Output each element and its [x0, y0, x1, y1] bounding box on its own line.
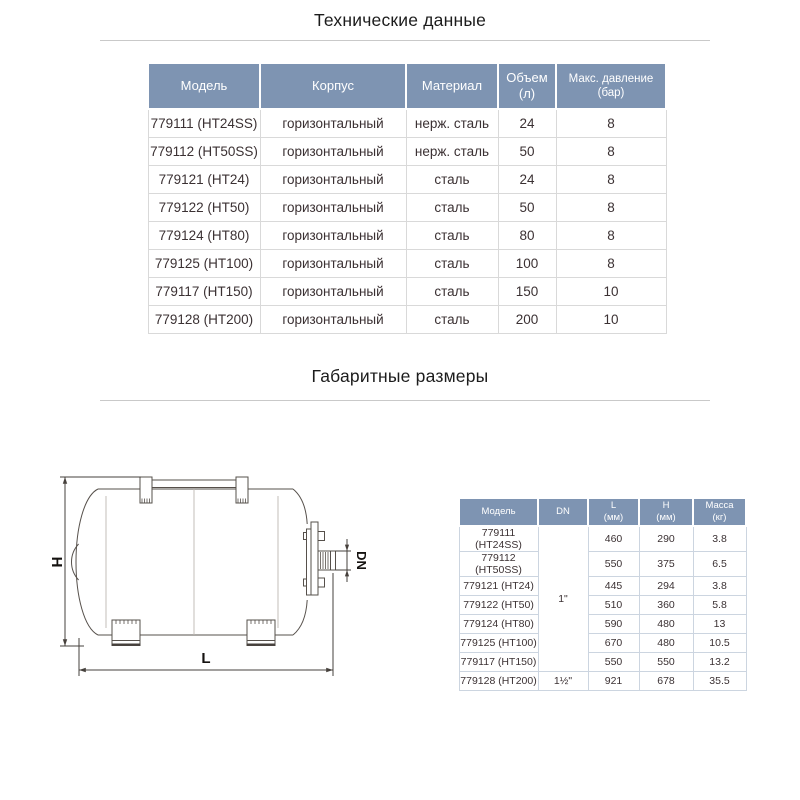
cell-max-pressure: 10 [556, 306, 666, 334]
table-row [148, 109, 666, 138]
cell-volume: 100 [498, 250, 556, 278]
cell-body-type: горизонтальный [260, 194, 406, 222]
table-row [148, 306, 666, 334]
cell-model: 779111 (HT24SS) [459, 526, 538, 552]
header-body-type: Корпус [260, 63, 406, 109]
cell-material: сталь [406, 166, 498, 194]
dimension-dn [336, 539, 370, 582]
header-model: Модель [459, 498, 538, 526]
cell-model: 779121 (HT24) [148, 166, 260, 194]
cell-max-pressure: 10 [556, 278, 666, 306]
divider [100, 400, 710, 401]
cell-material: нерж. сталь [406, 138, 498, 166]
cell-material: сталь [406, 194, 498, 222]
cell-model: 779121 (HT24) [459, 577, 538, 596]
cell-material: сталь [406, 306, 498, 334]
cell-model: 779112 (HT50SS) [459, 552, 538, 577]
cell-model: 779122 (HT50) [148, 194, 260, 222]
cell-model: 779111 (HT24SS) [148, 109, 260, 138]
cell-model: 779117 (HT150) [459, 653, 538, 672]
cell-volume: 24 [498, 166, 556, 194]
cell-volume: 200 [498, 306, 556, 334]
cell-body-type: горизонтальный [260, 166, 406, 194]
table-row [459, 577, 746, 596]
tank-foot-right [247, 620, 276, 646]
table-row [459, 634, 746, 653]
cell-model: 779124 (HT80) [148, 222, 260, 250]
cell-length: 590 [588, 615, 639, 634]
header-mass: Масса (кг) [693, 498, 746, 526]
cell-height: 375 [639, 552, 693, 577]
cell-height: 678 [639, 672, 693, 691]
cell-material: сталь [406, 222, 498, 250]
table-row [148, 138, 666, 166]
cell-length: 510 [588, 596, 639, 615]
table-row [148, 278, 666, 306]
tank-body [72, 489, 308, 635]
section-title-technical-data: Технические данные [313, 10, 487, 30]
header-length: L (мм) [588, 498, 639, 526]
table-row [148, 194, 666, 222]
cell-mass: 3.8 [693, 526, 746, 552]
cell-length: 460 [588, 526, 639, 552]
table-row [148, 166, 666, 194]
cell-height: 360 [639, 596, 693, 615]
cell-height: 480 [639, 634, 693, 653]
table-row [459, 596, 746, 615]
table-row [459, 552, 746, 577]
header-material: Материал [406, 63, 498, 109]
cell-max-pressure: 8 [556, 166, 666, 194]
cell-material: сталь [406, 250, 498, 278]
length-label: L [201, 650, 211, 667]
cell-volume: 24 [498, 109, 556, 138]
cell-body-type: горизонтальный [260, 109, 406, 138]
cell-mass: 13 [693, 615, 746, 634]
technical-data-table [147, 62, 667, 334]
cell-model: 779125 (HT100) [148, 250, 260, 278]
cell-material: сталь [406, 278, 498, 306]
cell-height: 294 [639, 577, 693, 596]
cell-model: 779122 (HT50) [459, 596, 538, 615]
table-row [459, 672, 746, 691]
overall-dimensions-table [458, 497, 747, 691]
cell-body-type: горизонтальный [260, 250, 406, 278]
cell-length: 550 [588, 653, 639, 672]
cell-length: 921 [588, 672, 639, 691]
cell-model: 779124 (HT80) [459, 615, 538, 634]
table-row [148, 250, 666, 278]
header-dn: DN [538, 498, 588, 526]
cell-mass: 35.5 [693, 672, 746, 691]
table-row [459, 615, 746, 634]
cell-model: 779125 (HT100) [459, 634, 538, 653]
cell-mass: 6.5 [693, 552, 746, 577]
cell-material: нерж. сталь [406, 109, 498, 138]
cell-model: 779117 (HT150) [148, 278, 260, 306]
height-label: H [48, 556, 65, 568]
header-max-pressure: Макс. давление (бар) [556, 63, 666, 109]
tank-dimensions-diagram [0, 440, 440, 720]
cell-mass: 13.2 [693, 653, 746, 672]
cell-max-pressure: 8 [556, 194, 666, 222]
section-title-overall-dimensions: Габаритные размеры [311, 366, 489, 386]
cell-mass: 10.5 [693, 634, 746, 653]
table-header-row [148, 63, 666, 109]
cell-body-type: горизонтальный [260, 278, 406, 306]
cell-model: 779128 (HT200) [148, 306, 260, 334]
cell-body-type: горизонтальный [260, 222, 406, 250]
cell-height: 480 [639, 615, 693, 634]
cell-height: 290 [639, 526, 693, 552]
cell-max-pressure: 8 [556, 109, 666, 138]
cell-max-pressure: 8 [556, 138, 666, 166]
cell-mass: 5.8 [693, 596, 746, 615]
cell-volume: 80 [498, 222, 556, 250]
dn-label: DN [354, 551, 369, 570]
cell-body-type: горизонтальный [260, 138, 406, 166]
divider [100, 40, 710, 41]
cell-model: 779128 (HT200) [459, 672, 538, 691]
cell-dn: 1½" [538, 672, 588, 691]
cell-body-type: горизонтальный [260, 306, 406, 334]
cell-mass: 3.8 [693, 577, 746, 596]
table-row [148, 222, 666, 250]
pipe-nipple [318, 551, 336, 570]
header-height: H (мм) [639, 498, 693, 526]
cell-volume: 50 [498, 194, 556, 222]
cell-model: 779112 (HT50SS) [148, 138, 260, 166]
cell-volume: 50 [498, 138, 556, 166]
cell-max-pressure: 8 [556, 250, 666, 278]
header-volume: Объем (л) [498, 63, 556, 109]
cell-length: 445 [588, 577, 639, 596]
cell-dn-merged: 1" [538, 526, 588, 672]
tank-foot-left [112, 620, 141, 646]
cell-length: 670 [588, 634, 639, 653]
cell-length: 550 [588, 552, 639, 577]
table-header-row [459, 498, 746, 526]
cell-max-pressure: 8 [556, 222, 666, 250]
table-row [459, 526, 746, 552]
table-row [459, 653, 746, 672]
header-model: Модель [148, 63, 260, 109]
cell-volume: 150 [498, 278, 556, 306]
cell-height: 550 [639, 653, 693, 672]
